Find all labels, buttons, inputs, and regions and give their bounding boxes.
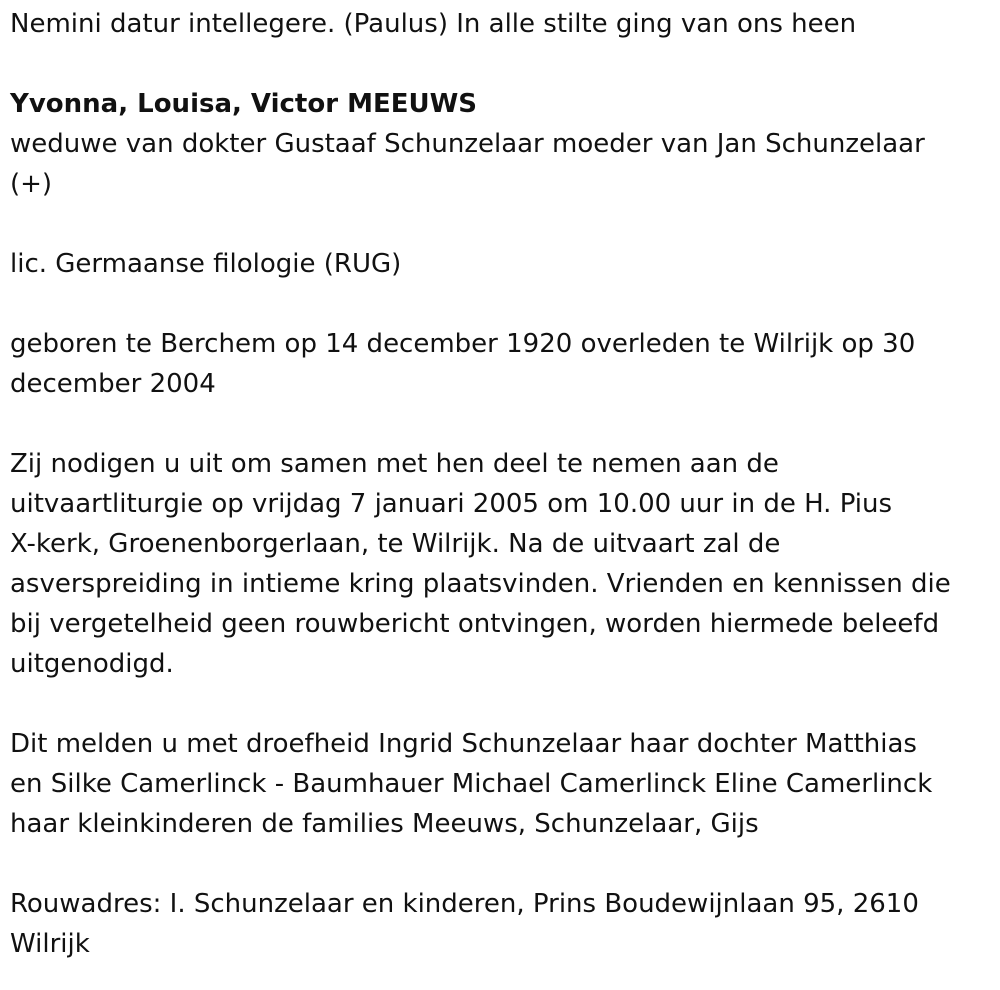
address-line-1: Rouwadres: I. Schunzelaar en kinderen, Prins Boudewijnlaan 95, 2610 <box>10 889 919 919</box>
invitation-line-5: bij vergetelheid geen rouwbericht ontvingen, worden hiermede beleefd <box>10 609 940 639</box>
spacer <box>10 204 990 244</box>
birth-death-line-1: geboren te Berchem op 14 december 1920 overleden te Wilrijk op 30 <box>10 329 916 359</box>
spacer <box>10 404 990 444</box>
motto-line: Nemini datur intellegere. (Paulus) In alle stilte ging van ons heen <box>10 9 857 39</box>
announcement-line-2: en Silke Camerlinck - Baumhauer Michael Camerlinck Eline Camerlinck <box>10 769 933 799</box>
invitation-line-1: Zij nodigen u uit om samen met hen deel te nemen aan de <box>10 449 779 479</box>
spacer <box>10 44 990 84</box>
invitation-line-6: uitgenodigd. <box>10 649 174 679</box>
spacer <box>10 284 990 324</box>
deceased-name: Yvonna, Louisa, Victor MEEUWS <box>10 89 477 119</box>
announcement-line-1: Dit melden u met droefheid Ingrid Schunzelaar haar dochter Matthias <box>10 729 917 759</box>
invitation-line-4: asverspreiding in intieme kring plaatsvinden. Vrienden en kennissen die <box>10 569 951 599</box>
relation-line-2: (+) <box>10 169 53 199</box>
relation-line-1: weduwe van dokter Gustaaf Schunzelaar moeder van Jan Schunzelaar <box>10 129 925 159</box>
invitation-line-3: X-kerk, Groenenborgerlaan, te Wilrijk. Na de uitvaart zal de <box>10 529 781 559</box>
invitation-line-2: uitvaartliturgie op vrijdag 7 januari 2005 om 10.00 uur in de H. Pius <box>10 489 893 519</box>
address-line-2: Wilrijk <box>10 929 90 959</box>
spacer <box>10 844 990 884</box>
birth-death-line-2: december 2004 <box>10 369 216 399</box>
announcement-line-3: haar kleinkinderen de families Meeuws, Schunzelaar, Gijs <box>10 809 759 839</box>
degree-line: lic. Germaanse filologie (RUG) <box>10 249 402 279</box>
spacer <box>10 684 990 724</box>
